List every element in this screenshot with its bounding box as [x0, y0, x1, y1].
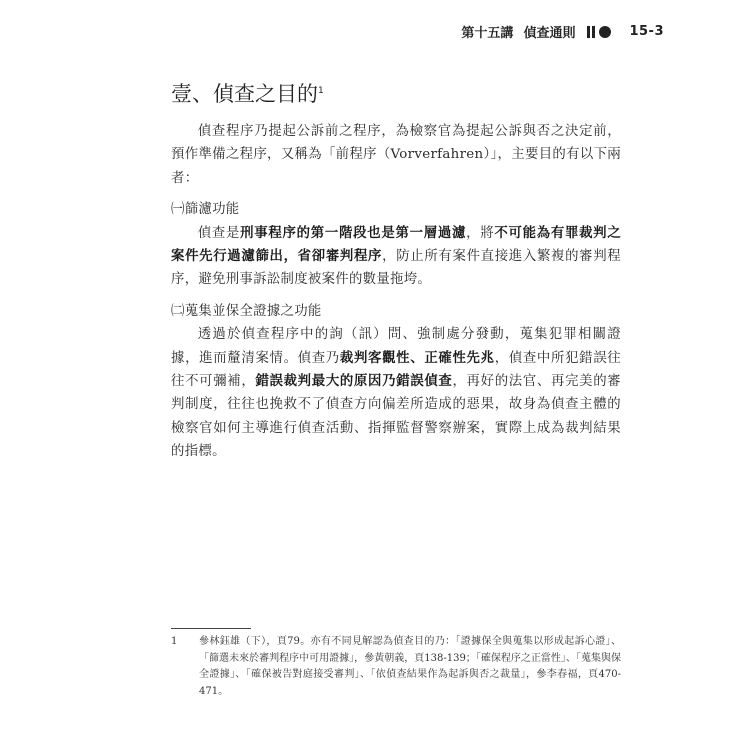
- footnote-number: 1: [171, 636, 178, 647]
- section-title: [171, 78, 324, 108]
- running-header: [461, 22, 664, 41]
- emphasis-text: 裁判客觀性、正確性先兆: [339, 350, 495, 366]
- evidence-function-paragraph: 透過於偵查程序中的詢（訊）問、強制處分發動，蒐集犯罪相關證據，進而釐清案情。偵查乃裁判客觀性、正確性先兆，偵查中所犯錯誤往往不可彌補，錯誤裁判最大的原因乃錯誤偵查，再好的法官、再完美的審判制度，往往也挽救不了偵查方向偏差所造成的惡果，故身為偵查主體的檢察官如何主導進行偵查活動、指揮監督警察辦案，實際上成為裁判結果的指標。: [171, 327, 621, 460]
- chapter-mark-icon: [587, 26, 611, 38]
- section-label: 偵查通則: [523, 26, 576, 41]
- body-content: [171, 120, 621, 464]
- section-title-text: 壹、偵查之目的: [171, 82, 318, 106]
- emphasis-text: 刑事程序的第一階段也是第一層過濾: [240, 225, 467, 241]
- filter-function-paragraph: 偵查是刑事程序的第一階段也是第一層過濾，將不可能為有罪裁判之案件先行過濾篩出，省卻審判程序，防止所有案件直接進入繁複的審判程序，避免刑事訴訟制度被案件的數量拖垮。: [171, 225, 622, 288]
- chapter-label: 第十五講: [461, 26, 514, 41]
- emphasis-text: 錯誤裁判最大的原因乃錯誤偵查: [255, 374, 453, 390]
- intro-paragraph: 偵查程序乃提起公訴前之程序，為檢察官為提起公訴與否之決定前，預作準備之程序，又稱為「前程序（Vorverfahren）」，主要目的有以下兩者：: [171, 124, 621, 186]
- emphasis-text: 不可能為有罪裁判之案件先行過濾篩出，省卻審判程序: [171, 225, 621, 265]
- footnote-divider: [171, 628, 251, 629]
- subheading-evidence-function: ㈡蒐集並保全證據之功能: [171, 303, 322, 319]
- footnote: [171, 634, 621, 700]
- footnote-ref: 1: [318, 86, 324, 96]
- footnote-text: 參林鈺雄（下），頁79。亦有不同見解認為偵查目的乃：「證據保全與蒐集以形成起訴心證」、「篩選未來於審判程序中可用證據」，參黃朝義，頁138-139；「確保程序之正當性」、「蒐集與保全證據」、「確保被告對庭接受審判」、「依偵查結果作為起訴與否之裁量」，參李春福，頁470-471。: [199, 636, 621, 697]
- page-number: 15-3: [629, 24, 664, 39]
- subheading-filter-function: ㈠篩濾功能: [171, 202, 240, 218]
